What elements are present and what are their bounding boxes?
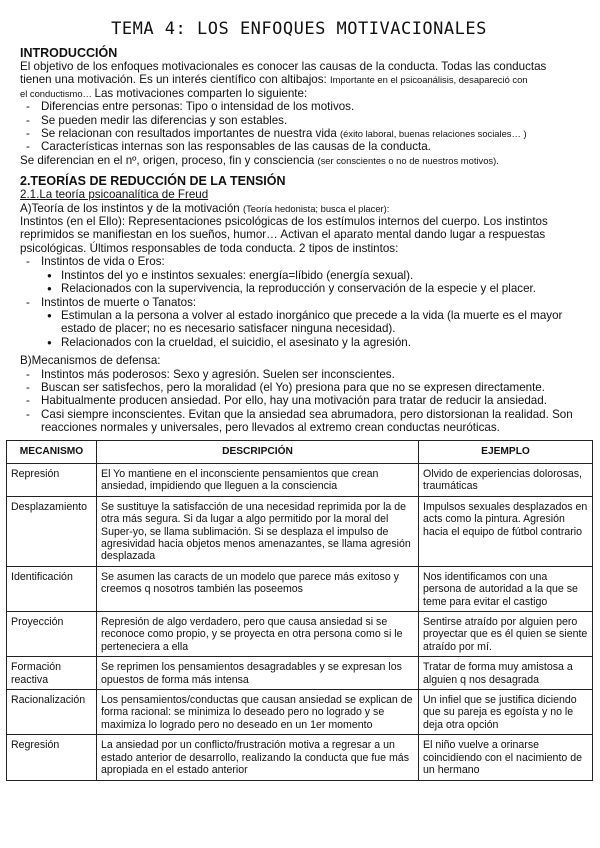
table-cell: Se reprimen los pensamientos desagradables y se expresan los opuestos de forma más intensa — [97, 657, 419, 690]
table-cell: Formación reactiva — [7, 657, 97, 690]
list-item: - Se pueden medir las diferencias y son estables. — [20, 114, 578, 127]
defense-mechanisms-table — [6, 440, 593, 781]
list-item: - Diferencias entre personas: Tipo o intensidad de los motivos. — [20, 100, 578, 113]
table-header-row — [7, 440, 593, 463]
table-cell: El niño vuelve a orinarse coincidiendo con el nacimiento de un hermano — [419, 735, 593, 780]
table-row — [7, 612, 593, 657]
header-ejemplo: EJEMPLO — [419, 440, 593, 463]
list-item: - Instintos de muerte o Tanatos: — [20, 296, 578, 309]
theory-b-title: B)Mecanismos de defensa: — [20, 354, 161, 368]
table-cell: Racionalización — [7, 690, 97, 735]
table-cell: Represión de algo verdadero, pero que causa ansiedad si se reconoce como propio, y se proyecta en otra persona como si le perteneciera a ella — [97, 612, 419, 657]
list-item: - Características internas son las responsables de las causas de la conducta. — [20, 140, 578, 153]
table-cell: Los pensamientos/conductas que causan ansiedad se explican de forma racional: se minimiza lo deseado pero no logrado y se maximiza lo logrado pero no deseado en un 1er momento — [97, 690, 419, 735]
intro-line-1: El objetivo de los enfoques motivacionales es conocer las causas de la conducta. Todas las conductas — [20, 60, 547, 73]
intro-bullet-list — [20, 100, 578, 154]
table-row — [7, 735, 593, 780]
table-cell: Olvido de experiencias dolorosas, traumáticas — [419, 463, 593, 496]
table-cell: El Yo mantiene en el inconsciente pensamientos que crean ansiedad, impidiendo que lleguen a la consciencia — [97, 463, 419, 496]
intro-note-2: el conductismo… — [20, 87, 95, 99]
list-item: - Instintos de vida o Eros: — [20, 255, 578, 268]
list-item: - Casi siempre inconscientes. Evitan que la ansiedad sea abrumadora, pero distorsionan la realidad. Son reacciones normales y universales, pero llevados al extremo crean conductas neuróticas. — [20, 408, 578, 435]
table-cell: Tratar de forma muy amistosa a alguien q nos desagrada — [419, 657, 593, 690]
list-item: - Se relacionan con resultados importantes de nuestra vida (éxito laboral, buenas relaciones sociales… ) — [20, 127, 578, 140]
page-title: TEMA 4: LOS ENFOQUES MOTIVACIONALES — [111, 19, 487, 39]
table-cell: Proyección — [7, 612, 97, 657]
table-cell: La ansiedad por un conflicto/frustración motiva a regresar a un estado anterior de desarrollo, realizando la conducta que fue más apropiada en el estado anterior — [97, 735, 419, 780]
table-row — [7, 566, 593, 611]
table-cell: Identificación — [7, 566, 97, 611]
table-cell: Sentirse atraído por alguien pero proyectar que es él quien se siente atraído por mí. — [419, 612, 593, 657]
instintos-paragraph: Instintos (en el Ello): Representaciones psicológicas de los estímulos internos del cuerpo. Los instintos reprimidos se manifiestan en los sueños, humor… Activan el aparato mental dando lugar a respuestas psicológicas. Últimos responsables de toda conducta. 2 tipos de instintos: — [20, 215, 548, 255]
list-item: - Habitualmente producen ansiedad. Por ello, hay una motivación para tratar de reducir la ansiedad. — [20, 394, 578, 407]
section-2-heading: 2.TEORÍAS DE REDUCCIÓN DE LA TENSIÓN — [20, 174, 286, 189]
instinct-types-list-2 — [20, 296, 578, 309]
list-item: - Buscan ser satisfechos, pero la moralidad (el Yo) presiona para que no se expresen directamente. — [20, 381, 578, 394]
table-row — [7, 690, 593, 735]
defense-list — [20, 368, 578, 435]
table-cell: Nos identificamos con una persona de autoridad a la que se teme para evitar el castigo — [419, 566, 593, 611]
table-row — [7, 463, 593, 496]
table-cell: Un infiel que se justifica diciendo que su pareja es egoísta y no le deja otra opción — [419, 690, 593, 735]
header-descripcion: DESCRIPCIÓN — [97, 440, 419, 463]
instinct-types-list — [20, 255, 578, 268]
header-mecanismo: MECANISMO — [7, 440, 97, 463]
table-cell: Impulsos sexuales desplazados en acts como la pintura. Agresión hacia el equipo de fútbol contrario — [419, 496, 593, 566]
table-row — [7, 657, 593, 690]
intro-closing: Se diferencian en el nº, origen, proceso, fin y consciencia (ser conscientes o no de nuestros motivos). — [20, 153, 499, 167]
muerte-sublist — [20, 309, 578, 349]
list-item: ● Instintos del yo e instintos sexuales: energía=líbido (energía sexual). — [20, 269, 578, 282]
vida-sublist — [20, 269, 578, 296]
intro-line-2: tienen una motivación. Es un interés científico con altibajos: — [20, 73, 330, 87]
intro-line-3: Las motivaciones comparten lo siguiente: — [94, 86, 308, 100]
list-item: - Instintos más poderosos: Sexo y agresión. Suelen ser inconscientes. — [20, 368, 578, 381]
list-item: ● Estimulan a la persona a volver al estado inorgánico que precede a la vida (la muerte es el mayor estado de placer; no es necesario satisfacer ninguna necesidad). — [20, 309, 578, 336]
intro-note-1: Importante en el psicoanálisis, desapareció con — [330, 74, 528, 86]
intro-paragraph — [20, 60, 578, 100]
list-item: ● Relacionados con la supervivencia, la reproducción y conservación de la especie y el placer. — [20, 282, 578, 295]
list-item: ● Relacionados con la crueldad, el suicidio, el asesinato y la agresión. — [20, 336, 578, 349]
table-cell: Desplazamiento — [7, 496, 97, 566]
table-cell: Se sustituye la satisfacción de una necesidad reprimida por la de otra más segura. Si da lugar a algo permitido por la moral del Super-yo, se llama sublimación. Si se desplaza el impulso de agresividad hacia objetos menos amenazantes, se llama agresión desplazada — [97, 496, 419, 566]
table-cell: Represión — [7, 463, 97, 496]
table-row — [7, 496, 593, 566]
section-2-1-subheading: 2.1.La teoría psicoanalítica de Freud — [20, 188, 209, 202]
table-cell: Regresión — [7, 735, 97, 780]
table-cell: Se asumen las caracts de un modelo que parece más exitoso y creemos q nosotros también las poseemos — [97, 566, 419, 611]
theory-a-title: A)Teoría de los instintos y de la motivación (Teoría hedonista; busca el placer): — [20, 201, 390, 215]
intro-heading: INTRODUCCIÓN — [20, 46, 118, 60]
